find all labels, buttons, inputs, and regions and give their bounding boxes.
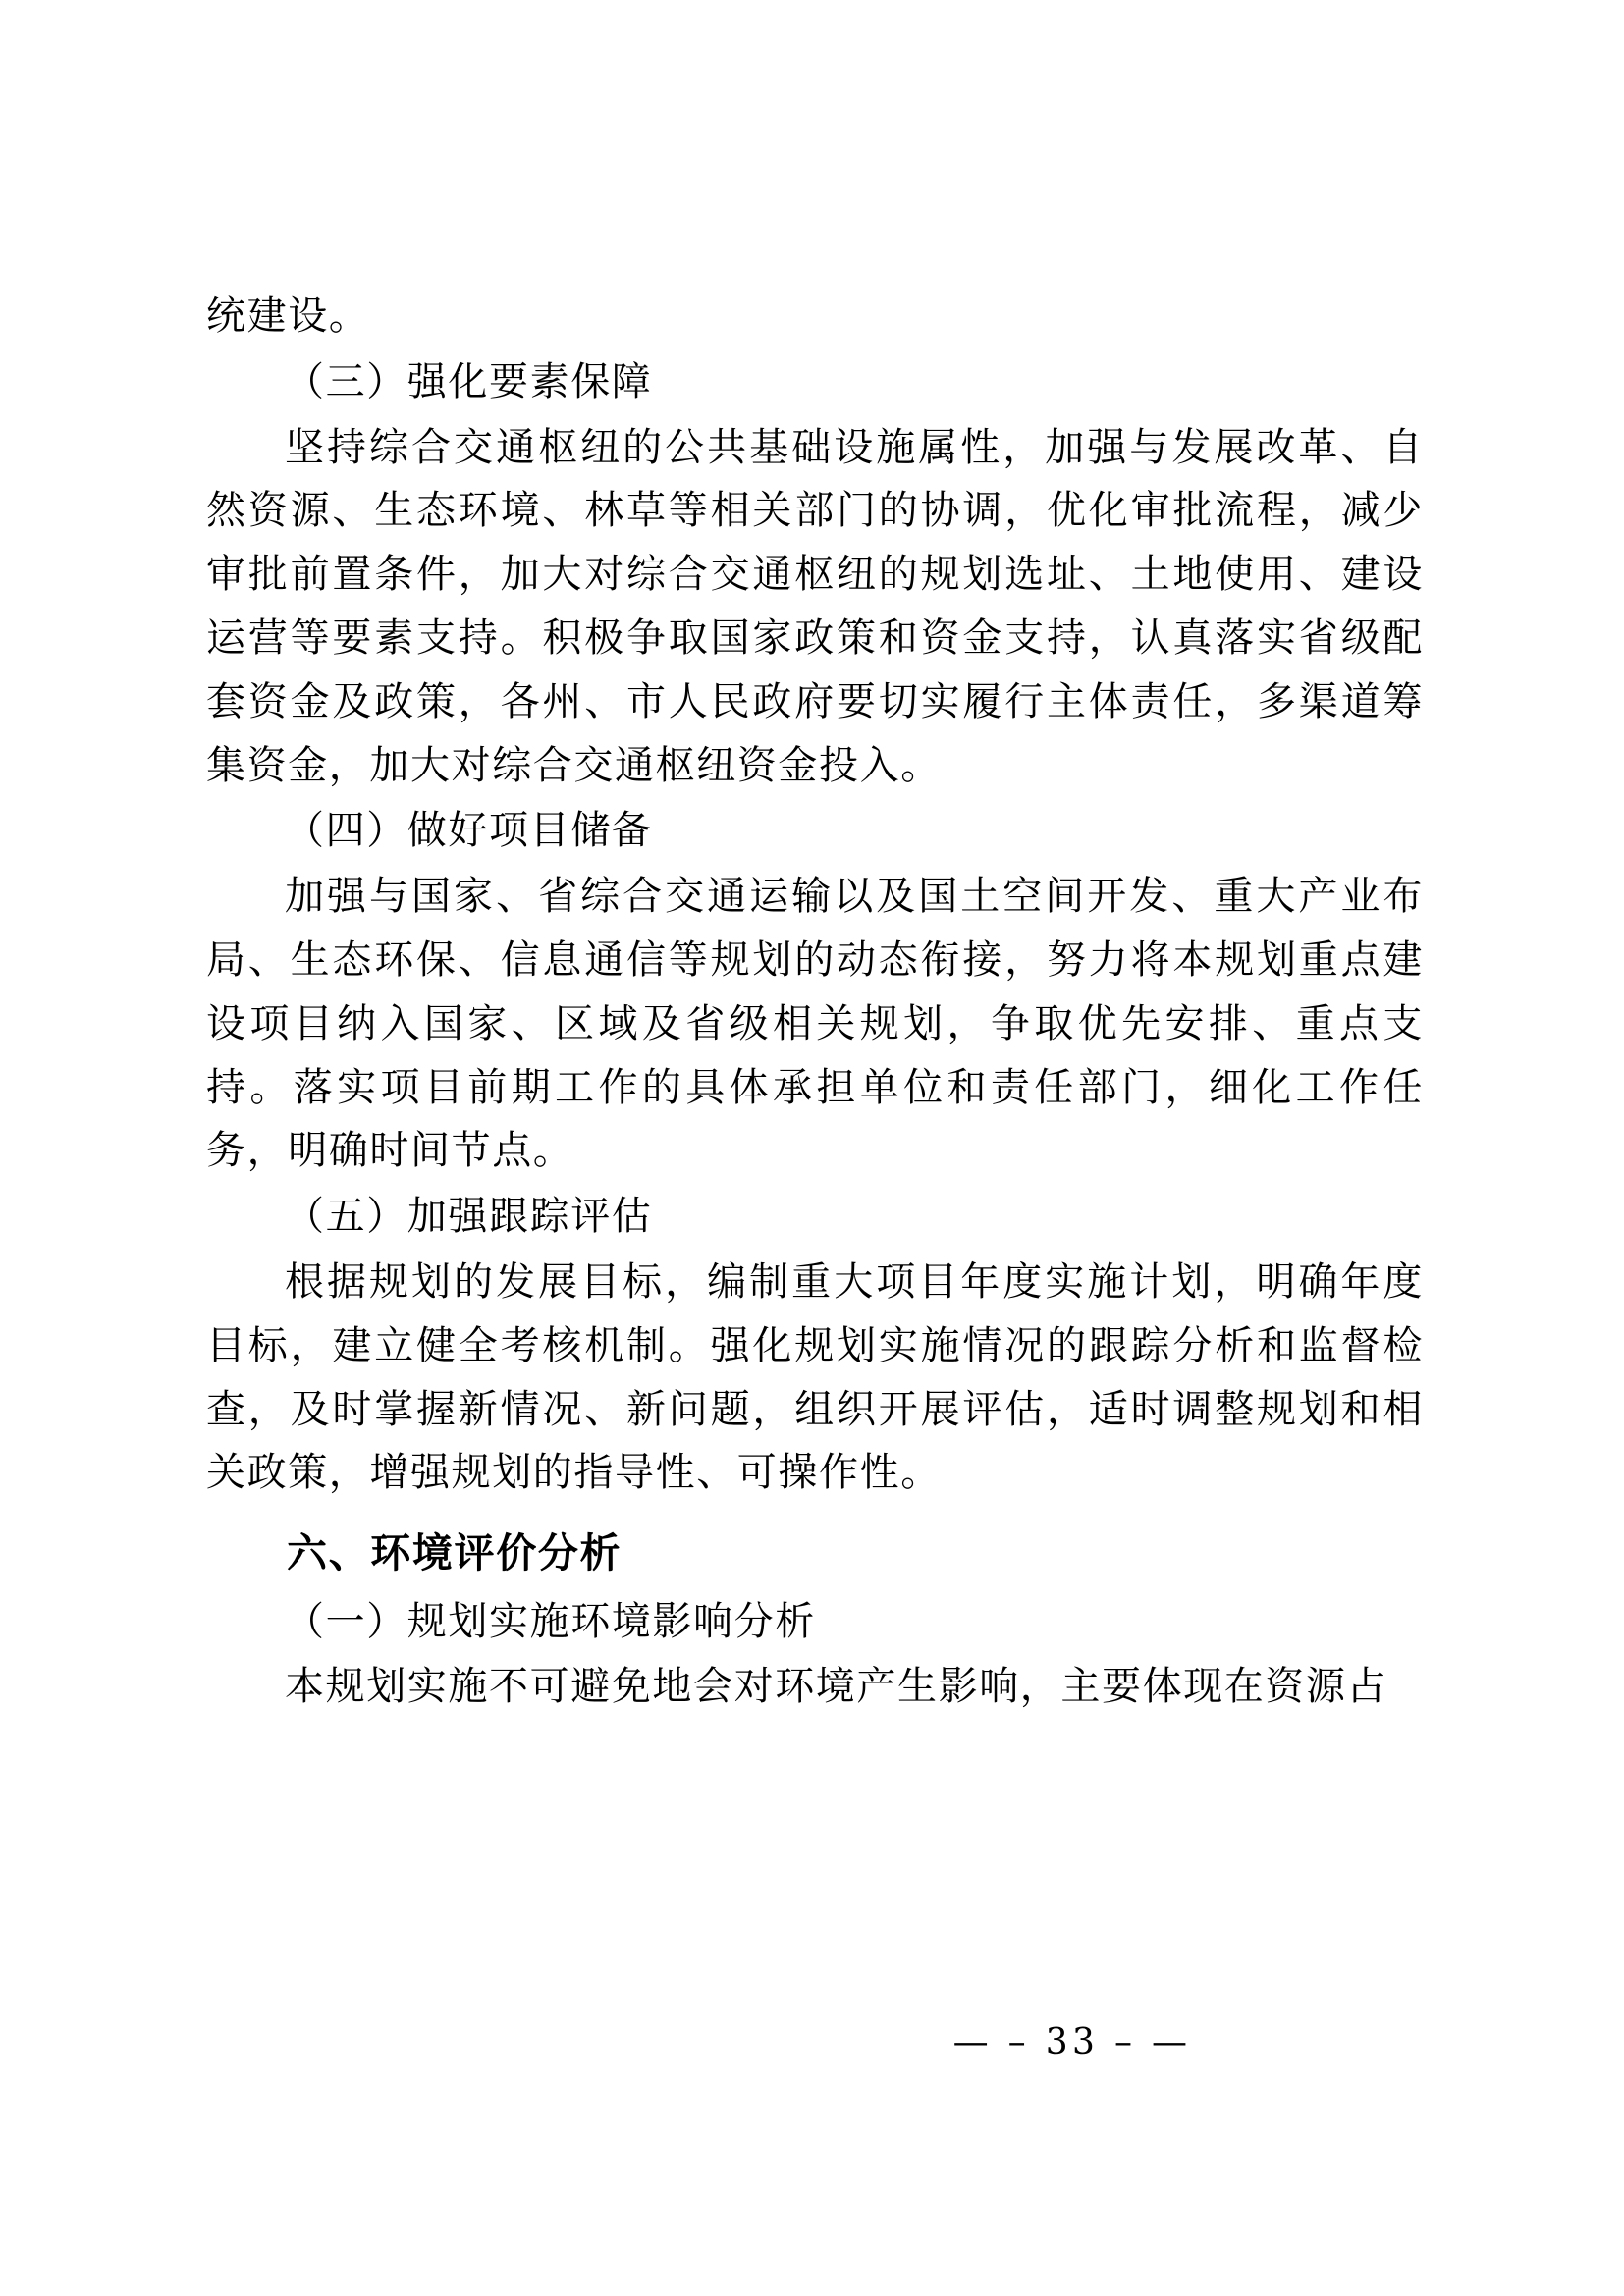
paragraph-continuation: 统建设。: [206, 294, 370, 339]
subheading-tracking-evaluation: （五）加强跟踪评估: [285, 1194, 653, 1240]
paragraph-factor-support: 坚持综合交通枢纽的公共基础设施属性，加强与发展改革、自然资源、生态环境、林草等相关部门的协调，优化审批流程，减少审批前置条件，加大对综合交通枢纽的规划选址、土地使用、建设运营等要素支持。积极争取国家政策和资金支持，认真落实省级配套资金及政策，各州、市人民政府要切实履行主体责任，多渠道筹集资金，加大对综合交通枢纽资金投入。: [206, 424, 1424, 788]
subheading-strengthen-factor-support: （三）强化要素保障: [285, 358, 653, 404]
paragraph-project-reserve: 加强与国家、省综合交通运输以及国土空间开发、重大产业布局、生态环保、信息通信等规划的动态衔接，努力将本规划重点建设项目纳入国家、区域及省级相关规划，争取优先安排、重点支持。落实项目前期工作的具体承担单位和责任部门，细化工作任务，明确时间节点。: [206, 874, 1424, 1174]
subheading-project-reserve: （四）做好项目储备: [285, 808, 653, 854]
page-number: — – 33 – —: [952, 2022, 1192, 2062]
paragraph-environmental-impact: 本规划实施不可避免地会对环境产生影响，主要体现在资源占: [285, 1664, 1388, 1710]
subheading-environmental-impact-analysis: （一）规划实施环境影响分析: [285, 1598, 816, 1644]
document-body: [206, 285, 1424, 1721]
paragraph-tracking-evaluation: 根据规划的发展目标，编制重大项目年度实施计划，明确年度目标，建立健全考核机制。强化规划实施情况的跟踪分析和监督检查，及时掌握新情况、新问题，组织开展评估，适时调整规划和相关政策，增强规划的指导性、可操作性。: [206, 1258, 1424, 1496]
heading-environmental-assessment: 六、环境评价分析: [287, 1529, 623, 1577]
page-footer: [0, 2022, 1624, 2062]
